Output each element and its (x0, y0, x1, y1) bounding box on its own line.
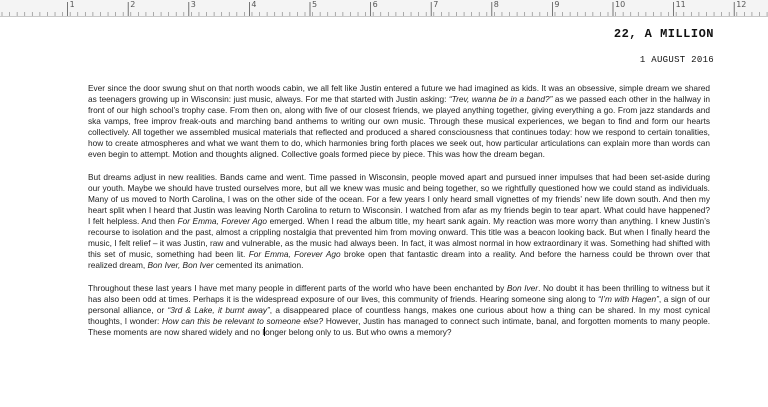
ruler-number: 3 (190, 0, 196, 9)
italic-run: For Emma, Forever Ago (248, 249, 341, 259)
ruler (0, 0, 768, 17)
text-run: Throughout these last years I have met many people in different parts of the world who have been enchanted by (88, 283, 507, 293)
italic-run: “I’m with Hagen” (598, 294, 659, 304)
ruler-number: 8 (493, 0, 499, 9)
italic-run: “Trev, wanna be in a band?” (448, 94, 553, 104)
ruler-number: 5 (312, 0, 318, 9)
italic-run: “3rd & Lake, it burnt away” (167, 305, 270, 315)
document-body[interactable] (88, 83, 710, 350)
paragraph-2 (88, 172, 710, 271)
italic-run: Bon Iver, Bon Iver (147, 260, 214, 270)
ruler-number: 6 (372, 0, 378, 9)
italic-run: How can this be relevant to someone else? (161, 316, 324, 326)
italic-run: Bon Iver (506, 283, 539, 293)
ruler-number: 1 (69, 0, 75, 9)
text-run: . No doubt it has been thrilling to witness but it has also been odd at times. Perhaps it is the widespread exposure of our lives, this community of friends. Hearing someone sing along to (88, 283, 710, 304)
italic-run: For Emma, Forever Ago (177, 216, 268, 226)
paragraph-3-tail: onger belong only to us. But who owns a memory? (265, 327, 452, 337)
text-run: But dreams adjust in new realities. Bands came and went. Time passed in Wisconsin, people moved apart and pursued inner impulses that had been set-aside during our youth. Maybe we should have trusted ourselves more, but all we knew was music and being together, so we rightfully questioned how we could stand as individuals. Many of us moved to North Carolina, I was on the other side of the ocean. For a few years I only heard small vignettes of my friends’ new life down south. And then my heart split when I heard that Justin was leaving North Carolina to return to Wisconsin. I watched from afar as my friends begin to tear apart. What could have happened? I felt helpless. And then (88, 172, 710, 226)
document-title: 22, A MILLION (613, 27, 714, 41)
text-run: However, Justin has managed to connect such intimate, banal, and forgotten moments to many people. These moments are now shared widely and no l (88, 316, 711, 337)
ruler-number: 4 (251, 0, 257, 9)
ruler-number: 9 (554, 0, 560, 9)
text-run: Ever since the door swung shut on that north woods cabin, we all felt like Justin entered a future we had imagined as kids. It was an obsessive, simple dream we shared as teenagers growing up in Wisconsin: just music, always. For me that started with Justin asking: (88, 83, 710, 104)
text-run: emerged. When I read the album title, my heart sank again. My reaction was more worry than anything. I knew Justin’s recourse to isolation and the past, almost a crippling nostalgia that prevented him from moving onward. This title was a beacon looking back. But when I finally heard the music, I felt relief – it was Justin, raw and vulnerable, as the music had always been. In fact, it was almost normal in how extraordinary it was. Something had shifted with this set of music, something had been lit. (88, 216, 710, 259)
ruler-ticks (0, 0, 768, 16)
text-run: as we passed each other in the hallway in front of our high school’s trophy case. From then on, along with five of our closest friends, we played anything together, giving everything a go. From jazz standards and ska vamps, free improv freak-outs and marching band anthems to writing our own music. Through these musical experiences, we began to find and form our hearts collectively. All together we assembled musical materials that reflected and produced a shared consciousness that continues today: how we respond to certain tonalities, how to create atmospheres and what we want them to do, which harmonies bring forth places we seek out, how particular articulations can explain more than words can even begin to attempt. Motion and thoughts aligned. Collective goals formed piece by piece. This was how the dream began. (88, 94, 710, 159)
ruler-number: 7 (433, 0, 439, 9)
paragraph-3 (88, 283, 710, 338)
ruler-number: 12 (736, 0, 747, 9)
document-date: 1 AUGUST 2016 (639, 55, 714, 65)
text-run: , a disappeared place of countless hangs, makes one curious about how a thing can be shared. In my most cynical thoughts, I wonder: (88, 305, 710, 326)
paragraph-1 (88, 83, 710, 160)
text-run: cemented its animation. (213, 260, 304, 270)
ruler-number: 2 (130, 0, 136, 9)
text-run: , a sign of our personal alliance, or (88, 294, 710, 315)
ruler-number: 10 (615, 0, 626, 9)
text-run: broke open that fantastic dream into a reality. And before the harness could be thrown over that realized dream, (88, 249, 710, 270)
ruler-number: 11 (675, 0, 686, 9)
